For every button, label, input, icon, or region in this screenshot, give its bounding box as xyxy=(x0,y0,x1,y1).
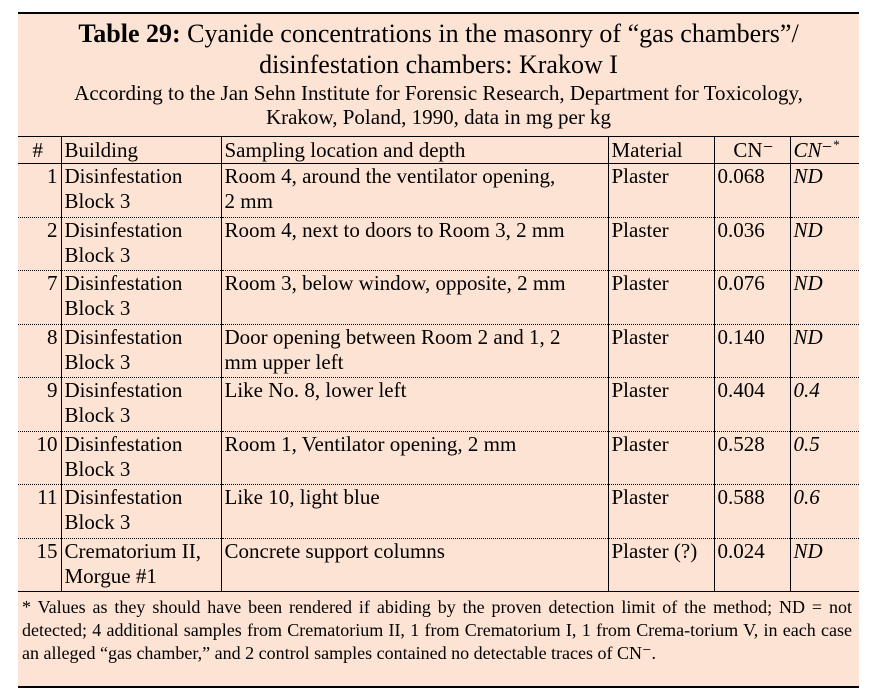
header-cn-star xyxy=(790,137,859,164)
table-footnote: * Values as they should have been rendered if abiding by the proven detection limit of the method; ND = not detected; 4 additional samples from Crematorium II, 1 from Crematorium I, 1 from Crema-torium V, in each case an alleged “gas chamber,” and 2 control samples contained no detectable traces of CN⁻. xyxy=(22,597,852,663)
cell-building-line2: Morgue #1 xyxy=(64,563,157,588)
cell-cn-star: 0.5 xyxy=(790,431,859,485)
cell-no: 15 xyxy=(36,538,58,563)
cell-building-line1: Disinfestation xyxy=(64,164,183,188)
table-row xyxy=(18,271,859,325)
cell-cn-star: ND xyxy=(790,164,859,218)
cell-cn: 0.528 xyxy=(714,431,790,485)
caption-label: Table 29: xyxy=(78,19,181,48)
cell-building xyxy=(61,485,221,539)
cell-material: Plaster (?) xyxy=(608,538,714,592)
cell-location-line1: Room 4, next to doors to Room 3, 2 mm xyxy=(224,217,565,242)
table-row xyxy=(18,378,859,432)
header-material: Material xyxy=(608,137,714,164)
cell-no: 2 xyxy=(47,217,58,242)
cell-building-line1: Disinfestation xyxy=(64,324,183,349)
cell-no: 11 xyxy=(37,485,58,509)
cell-building xyxy=(61,431,221,485)
caption-subtitle-line2: Krakow, Poland, 1990, data in mg per kg xyxy=(265,105,612,129)
cell-cn: 0.140 xyxy=(714,324,790,378)
cell-building xyxy=(61,378,221,432)
cell-building xyxy=(61,217,221,271)
header-row xyxy=(18,137,859,164)
cell-building-line1: Disinfestation xyxy=(64,378,183,402)
cell-cn: 0.588 xyxy=(714,485,790,539)
table-row xyxy=(18,431,859,485)
cell-location-line1: Like No. 8, lower left xyxy=(224,378,407,402)
header-no: # xyxy=(32,138,43,162)
cell-cn: 0.036 xyxy=(714,217,790,271)
cell-building-line1: Disinfestation xyxy=(64,217,183,242)
header-building: Building xyxy=(61,137,221,164)
cell-cn-star: ND xyxy=(790,324,859,378)
caption-title-line2: disinfestation chambers: Krakow I xyxy=(259,50,618,79)
caption-subtitle-line1: According to the Jan Sehn Institute for Forensic Research, Department for Toxicology, xyxy=(74,81,803,105)
cell-location xyxy=(221,324,608,378)
header-cn: CN⁻ xyxy=(714,137,790,164)
cell-building-line2: Block 3 xyxy=(64,403,131,427)
cell-cn-star: 0.6 xyxy=(790,485,859,539)
cell-location xyxy=(221,485,608,539)
table-row xyxy=(18,538,859,592)
cell-building-line2: Block 3 xyxy=(64,242,131,267)
cell-building xyxy=(61,324,221,378)
cell-cn: 0.024 xyxy=(714,538,790,592)
caption-title-text: Cyanide concentrations in the masonry of “gas chambers”/ xyxy=(187,19,799,48)
cell-location-line2: mm upper left xyxy=(224,349,344,374)
cell-material: Plaster xyxy=(608,217,714,271)
table-caption xyxy=(18,18,859,129)
cell-material: Plaster xyxy=(608,485,714,539)
cell-location xyxy=(221,271,608,325)
cell-building-line2: Block 3 xyxy=(64,189,131,213)
cell-no: 10 xyxy=(36,431,58,456)
cyanide-table xyxy=(18,136,859,592)
cell-building-line2: Block 3 xyxy=(64,296,131,320)
cell-location xyxy=(221,164,608,218)
cell-building-line2: Block 3 xyxy=(64,456,131,481)
caption-title-line1 xyxy=(18,18,859,49)
cell-location-line1: Concrete support columns xyxy=(224,538,445,563)
cell-location-line1: Room 1, Ventilator opening, 2 mm xyxy=(224,431,517,456)
header-location: Sampling location and depth xyxy=(221,137,608,164)
cell-location-line2: 2 mm xyxy=(224,189,273,213)
cell-cn-star: ND xyxy=(790,271,859,325)
cell-building xyxy=(61,271,221,325)
cell-cn-star: ND xyxy=(790,538,859,592)
cell-building-line1: Disinfestation xyxy=(64,431,183,456)
table-row xyxy=(18,324,859,378)
cell-cn: 0.068 xyxy=(714,164,790,218)
cell-cn: 0.404 xyxy=(714,378,790,432)
table-row xyxy=(18,217,859,271)
cell-building-line1: Disinfestation xyxy=(64,271,183,295)
cell-material: Plaster xyxy=(608,324,714,378)
cell-location xyxy=(221,431,608,485)
cell-location-line1: Room 4, around the ventilator opening, xyxy=(224,164,556,188)
table-row xyxy=(18,485,859,539)
cell-no: 9 xyxy=(47,378,58,402)
cell-location xyxy=(221,378,608,432)
header-cn-star-mark: * xyxy=(832,137,840,152)
cell-building-line2: Block 3 xyxy=(64,349,131,374)
cell-building xyxy=(61,164,221,218)
cell-building-line1: Crematorium II, xyxy=(64,538,201,563)
cell-cn-star: 0.4 xyxy=(790,378,859,432)
cell-material: Plaster xyxy=(608,378,714,432)
table-sheet xyxy=(18,12,859,688)
cell-cn: 0.076 xyxy=(714,271,790,325)
cell-location xyxy=(221,217,608,271)
cell-location-line1: Door opening between Room 2 and 1, 2 xyxy=(224,324,561,349)
cell-building-line1: Disinfestation xyxy=(64,485,183,509)
cell-building-line2: Block 3 xyxy=(64,510,131,534)
cell-no: 7 xyxy=(47,271,58,295)
table-body xyxy=(18,164,859,592)
cell-building xyxy=(61,538,221,592)
header-cn-star-base: CN⁻ xyxy=(793,138,833,162)
cell-location-line1: Room 3, below window, opposite, 2 mm xyxy=(224,271,566,295)
cell-location xyxy=(221,538,608,592)
cell-material: Plaster xyxy=(608,431,714,485)
cell-cn-star: ND xyxy=(790,217,859,271)
cell-material: Plaster xyxy=(608,271,714,325)
cell-no: 1 xyxy=(47,164,58,188)
cell-no: 8 xyxy=(47,324,58,349)
cell-material: Plaster xyxy=(608,164,714,218)
cell-location-line1: Like 10, light blue xyxy=(224,485,380,509)
table-row xyxy=(18,164,859,218)
